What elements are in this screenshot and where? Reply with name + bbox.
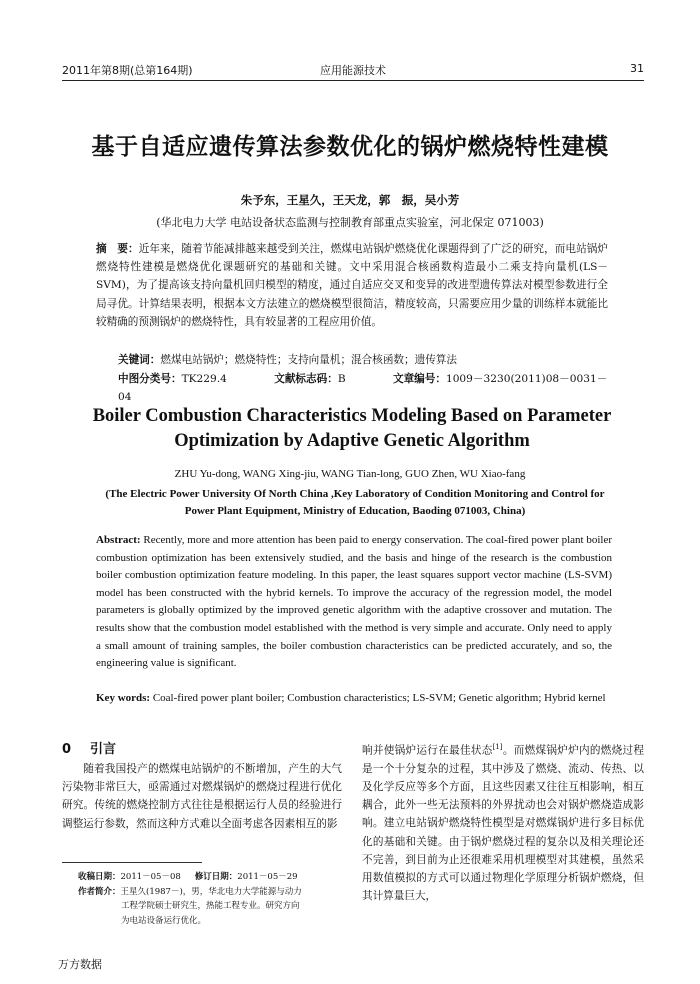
column-right <box>362 738 644 905</box>
header-rule <box>62 80 644 81</box>
intro-text-b: 。而燃煤锅炉炉内的燃烧过程是一个十分复杂的过程，其中涉及了燃烧、流动、传热、以及化学反应等多个方面，且这些因素又往往互相影响，相互耦合，此外一些无法预料的外界扰动也会对锅炉燃烧造成影响。建立电站锅炉燃烧特性模型是对燃煤锅炉进行多目标优化的基础和关键。由于锅炉燃烧过程的复杂以及相关理论还不完善，到目前为止还很难采用机理模型对其建模，虽然采用数值模拟的方式可以通过物理化学原理分析锅炉燃烧，但其计算量巨大， <box>362 744 645 903</box>
clc-value: TK229.4 <box>181 373 227 385</box>
document-code <box>274 373 367 385</box>
page-number: 31 <box>630 62 644 75</box>
footnote <box>78 870 340 928</box>
keywords-chinese <box>118 351 608 369</box>
citation-ref: [1] <box>492 743 503 751</box>
art-value: 1009－3230(2011)08－0031－04 <box>118 373 608 403</box>
author-bio-line2: 工程学院硕士研究生，热能工程专业。研究方向 <box>121 901 300 911</box>
classification-line <box>118 370 608 406</box>
section-title: 引言 <box>90 742 117 757</box>
journal-name: 应用能源技术 <box>320 64 386 77</box>
section-number: 0 <box>62 742 72 757</box>
abstract-label-chinese: 摘 要： <box>96 243 139 255</box>
art-label: 文章编号： <box>392 373 446 385</box>
section-heading <box>62 738 342 760</box>
affiliation-english: (The Electric Power University Of North China ,Key Laboratory of Condition Monitoring and Control for Power Plant Equipment, Ministry of Education, Baoding 071003, China) <box>105 488 605 517</box>
author-bio-line3: 为电站设备运行优化。 <box>121 915 207 926</box>
journal-issue: 2011年第8期(总第164期) <box>62 64 193 77</box>
title-english: Boiler Combustion Characteristics Modeling Based on Parameter Optimization by Adaptive Genetic Algorithm <box>92 406 612 451</box>
authors-chinese: 朱予东，王星久，王天龙，郭 振，吴小芳 <box>240 193 460 207</box>
footnote-dates <box>78 870 340 885</box>
author-bio-line1: 王星久(1987－)，男，华北电力大学能源与动力 <box>120 886 302 897</box>
authors-english: ZHU Yu-dong, WANG Xing-jiu, WANG Tian-long, GUO Zhen, WU Xiao-fang <box>174 468 526 480</box>
clc-label: 中图分类号： <box>118 373 182 385</box>
keywords-text-chinese: 燃煤电站锅炉；燃烧特性；支持向量机；混合核函数；遗传算法 <box>160 354 457 366</box>
revised-date: 2011－05－29 <box>237 872 298 882</box>
clc-number <box>118 373 249 385</box>
watermark: 万方数据 <box>58 958 102 971</box>
keywords-text-english: Coal-fired power plant boiler; Combustion characteristics; LS-SVM; Genetic algorithm; Hybrid kernel <box>150 692 606 704</box>
abstract-text-english: Recently, more and more attention has been paid to energy conservation. The coal-fired power plant boiler combustion optimization has been extensively studied, and the basis and hinge of the research is the combustion boiler combustion optimization feature modeling. In this paper, the least squares support vector machine (LS-SVM) model has been constructed with the hybrid kernels. To improve the accuracy of the regression model, the model parameters is globally optimized by the improved genetic algorithm with the adaptive crossover and mutation. The results show that the combustion model established with the method is very simple and accurate. Only need to apply a small amount of training samples, the boiler combustion characteristics can be predicted accurately, and so, the engineering value is significant. <box>96 534 612 670</box>
running-header <box>62 58 644 82</box>
abstract-label-english: Abstract: <box>96 534 141 546</box>
keywords-english <box>96 690 612 708</box>
title-chinese: 基于自适应遗传算法参数优化的锅炉燃烧特性建模 <box>91 134 609 160</box>
affiliation-chinese: (华北电力大学 电站设备状态监测与控制教育部重点实验室，河北保定 071003) <box>156 216 544 229</box>
doc-label: 文献标志码： <box>274 373 338 385</box>
keywords-label-english: Key words: <box>96 692 151 704</box>
doc-value: B <box>337 373 346 385</box>
intro-text-a: 响并使锅炉运行在最佳状态 <box>362 744 493 757</box>
keywords-label-chinese: 关键词： <box>118 354 161 366</box>
received-date: 2011－05－08 <box>120 872 181 882</box>
revised-label: 修订日期： <box>194 872 238 882</box>
abstract-english <box>96 532 612 673</box>
author-bio-label: 作者简介： <box>78 886 121 897</box>
footnote-rule <box>62 862 202 863</box>
abstract-text-chinese: 近年来，随着节能减排越来越受到关注，燃煤电站锅炉燃烧优化课题得到了广泛的研究，而电站锅炉燃烧特性建模是燃烧优化课题研究的基础和关键。文中采用混合核函数构造最小二乘支持向量机(LS－SVM)，为了提高该支持向量机回归模型的精度，通过自适应交叉和变异的改进型遗传算法对模型参数进行全局寻优。计算结果表明，根据本文方法建立的燃烧模型很简洁，精度较高，只需要应用少量的训练样本就能比较精确的预测锅炉的燃烧特性，具有较显著的工程应用价值。 <box>96 243 609 328</box>
intro-paragraph-left: 随着我国投产的燃煤电站锅炉的不断增加，产生的大气污染物非常巨大，亟需通过对燃煤锅炉的燃烧过程进行优化研究。传统的燃烧控制方式往往是根据运行人员的经验进行调整运行参数，然而这种方式难以全面考虑各因素相互的影 <box>62 763 342 830</box>
received-label: 收稿日期： <box>78 872 121 882</box>
abstract-chinese <box>96 240 608 331</box>
column-left <box>62 738 342 833</box>
footnote-author <box>78 885 340 900</box>
intro-paragraph-right <box>362 738 644 905</box>
